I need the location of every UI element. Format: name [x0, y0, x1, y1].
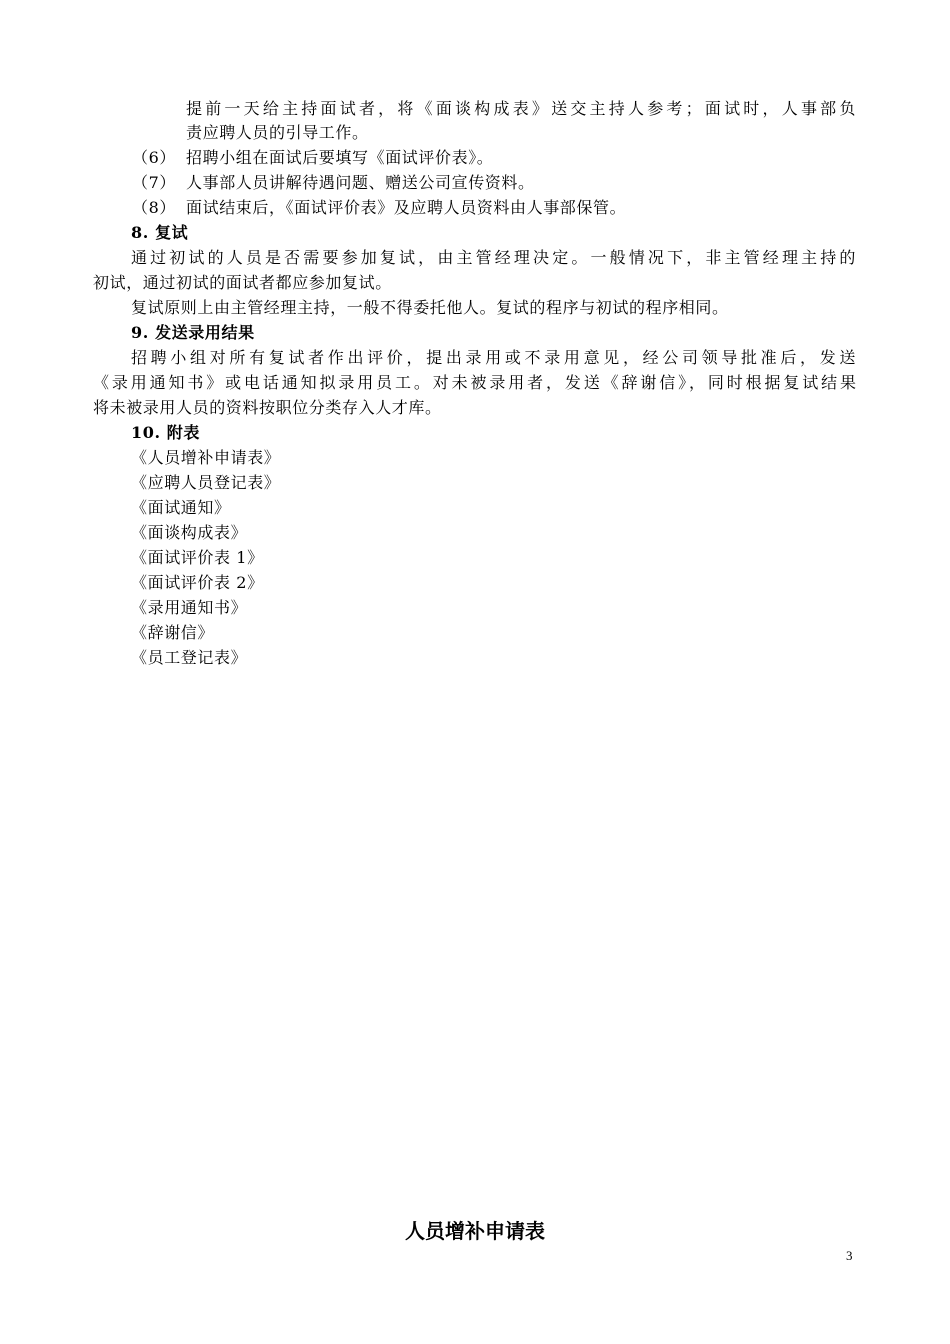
- numbered-item-7: [132, 171, 535, 195]
- form-list-item: 《应聘人员登记表》: [131, 473, 281, 492]
- form-list-item: 《录用通知书》: [131, 598, 248, 617]
- form-list-item: 《人员增补申请表》: [131, 448, 281, 467]
- form-list-item: 《面试通知》: [131, 498, 231, 517]
- item-text: 面试结束后，《面试评价表》及应聘人员资料由人事部保管。: [186, 198, 627, 217]
- section-9-para-line-1: 招聘小组对所有复试者作出评价，提出录用或不录用意见，经公司领导批准后，发送: [131, 348, 856, 367]
- section-9-para-line-2: 《录用通知书》或电话通知拟录用员工。对未被录用者，发送《辞谢信》，同时根据复试结果: [93, 373, 856, 392]
- item-text: 人事部人员讲解待遇问题、赠送公司宣传资料。: [186, 173, 535, 192]
- item-number: （6）: [132, 148, 176, 167]
- section-8-para2: 复试原则上由主管经理主持，一般不得委托他人。复试的程序与初试的程序相同。: [131, 298, 729, 317]
- item-text: 招聘小组在面试后要填写《面试评价表》。: [186, 148, 494, 167]
- section-8-para1-line-1: 通过初试的人员是否需要参加复试，由主管经理决定。一般情况下，非主管经理主持的: [131, 248, 856, 267]
- numbered-item-8: [132, 196, 626, 220]
- section-9-para-line-3: 将未被录用人员的资料按职位分类存入人才库。: [93, 398, 442, 417]
- continued-item-line-1: 提前一天给主持面试者，将《面谈构成表》送交主持人参考；面试时，人事部负: [186, 99, 856, 118]
- section-8-heading: 8. 复试: [131, 223, 189, 242]
- item-number: （8）: [132, 198, 176, 217]
- form-list-item: 《员工登记表》: [131, 648, 248, 667]
- form-list-item: 《辞谢信》: [131, 623, 215, 642]
- section-8-para1-line-2: 初试，通过初试的面试者都应参加复试。: [93, 273, 392, 292]
- numbered-item-6: [132, 146, 493, 170]
- next-form-title: 人员增补申请表: [405, 1219, 545, 1243]
- continued-item-line-2: 责应聘人员的引导工作。: [186, 123, 369, 142]
- item-number: （7）: [132, 173, 176, 192]
- page-number: 3: [846, 1248, 853, 1263]
- form-list-item: 《面谈构成表》: [131, 523, 248, 542]
- form-list-item: 《面试评价表 1》: [131, 548, 264, 567]
- section-10-heading: 10. 附表: [131, 423, 201, 442]
- form-list-item: 《面试评价表 2》: [131, 573, 264, 592]
- section-9-heading: 9. 发送录用结果: [131, 323, 255, 342]
